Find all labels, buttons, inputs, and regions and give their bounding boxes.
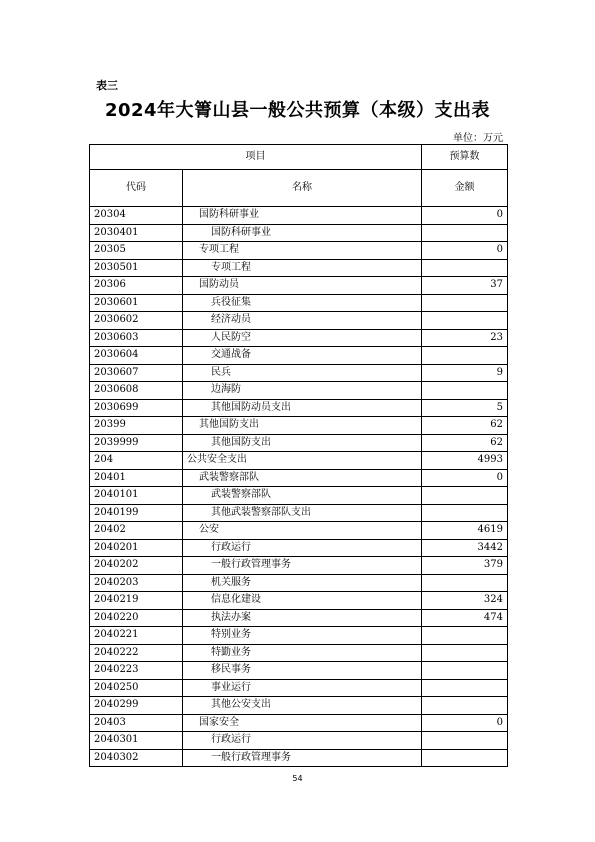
- row-code: 2030601: [90, 294, 183, 312]
- row-name: 其他公安支出: [183, 697, 422, 715]
- row-code: 2040202: [90, 557, 183, 575]
- row-code: 2030604: [90, 347, 183, 365]
- header-name: 名称: [183, 170, 422, 207]
- row-amount: [422, 259, 508, 277]
- row-code: 2030501: [90, 259, 183, 277]
- row-amount: 379: [422, 557, 508, 575]
- table-row: [90, 679, 508, 697]
- table-row: [90, 399, 508, 417]
- row-amount: 4619: [422, 522, 508, 540]
- table-row: [90, 662, 508, 680]
- row-amount: [422, 487, 508, 505]
- row-amount: [422, 697, 508, 715]
- row-code: 2030607: [90, 364, 183, 382]
- row-code: 2040223: [90, 662, 183, 680]
- row-code: 2030401: [90, 224, 183, 242]
- table-row: [90, 504, 508, 522]
- table-row: [90, 259, 508, 277]
- table-row: [90, 732, 508, 750]
- row-amount: [422, 732, 508, 750]
- row-amount: [422, 627, 508, 645]
- row-amount: [422, 504, 508, 522]
- row-code: 2040222: [90, 644, 183, 662]
- table-row: [90, 242, 508, 260]
- row-name: 经济动员: [183, 312, 422, 330]
- header-amount: 金额: [422, 170, 508, 207]
- row-amount: 474: [422, 609, 508, 627]
- row-amount: [422, 574, 508, 592]
- row-name: 武装警察部队: [183, 487, 422, 505]
- row-code: 20403: [90, 714, 183, 732]
- row-name: 机关服务: [183, 574, 422, 592]
- row-amount: 62: [422, 434, 508, 452]
- row-amount: 62: [422, 417, 508, 435]
- row-code: 2030699: [90, 399, 183, 417]
- unit-label: 单位：万元: [453, 133, 503, 144]
- row-code: 2040301: [90, 732, 183, 750]
- row-name: 事业运行: [183, 679, 422, 697]
- table-row: [90, 294, 508, 312]
- row-code: 2030608: [90, 382, 183, 400]
- row-code: 20306: [90, 277, 183, 295]
- row-amount: [422, 347, 508, 365]
- row-code: 2040203: [90, 574, 183, 592]
- row-code: 2040101: [90, 487, 183, 505]
- table-row: [90, 434, 508, 452]
- table-row: [90, 714, 508, 732]
- table-row: [90, 347, 508, 365]
- row-code: 2040201: [90, 539, 183, 557]
- row-name: 移民事务: [183, 662, 422, 680]
- row-code: 2040219: [90, 592, 183, 610]
- row-name: 执法办案: [183, 609, 422, 627]
- row-amount: 23: [422, 329, 508, 347]
- row-amount: [422, 312, 508, 330]
- table-row: [90, 557, 508, 575]
- row-code: 2030603: [90, 329, 183, 347]
- row-code: 2040250: [90, 679, 183, 697]
- row-amount: 0: [422, 469, 508, 487]
- row-amount: 5: [422, 399, 508, 417]
- row-name: 专项工程: [183, 242, 422, 260]
- header-code: 代码: [90, 170, 183, 207]
- row-code: 20305: [90, 242, 183, 260]
- doc-label: 表三: [96, 79, 118, 92]
- row-amount: 0: [422, 207, 508, 225]
- row-code: 2040221: [90, 627, 183, 645]
- row-name: 其他国防支出: [183, 434, 422, 452]
- row-code: 20402: [90, 522, 183, 540]
- row-code: 20401: [90, 469, 183, 487]
- table-row: [90, 522, 508, 540]
- budget-table: [89, 144, 508, 767]
- table-row: [90, 469, 508, 487]
- table-row: [90, 592, 508, 610]
- table-row: [90, 452, 508, 470]
- row-code: 20399: [90, 417, 183, 435]
- row-name: 其他国防支出: [183, 417, 422, 435]
- row-amount: [422, 382, 508, 400]
- row-name: 国防动员: [183, 277, 422, 295]
- row-name: 其他武装警察部队支出: [183, 504, 422, 522]
- row-amount: 4993: [422, 452, 508, 470]
- row-name: 武装警察部队: [183, 469, 422, 487]
- row-name: 信息化建设: [183, 592, 422, 610]
- row-name: 特勤业务: [183, 644, 422, 662]
- row-name: 边海防: [183, 382, 422, 400]
- header-row-2: [90, 170, 508, 207]
- table-row: [90, 364, 508, 382]
- table-row: [90, 609, 508, 627]
- row-amount: 37: [422, 277, 508, 295]
- row-name: 民兵: [183, 364, 422, 382]
- row-amount: [422, 662, 508, 680]
- header-project: 项目: [90, 145, 422, 170]
- table-row: [90, 697, 508, 715]
- row-name: 兵役征集: [183, 294, 422, 312]
- row-name: 国家安全: [183, 714, 422, 732]
- row-code: 2040299: [90, 697, 183, 715]
- row-name: 公共安全支出: [183, 452, 422, 470]
- row-name: 特别业务: [183, 627, 422, 645]
- row-amount: [422, 679, 508, 697]
- row-code: 2040220: [90, 609, 183, 627]
- table-row: [90, 644, 508, 662]
- table-row: [90, 207, 508, 225]
- table-row: [90, 539, 508, 557]
- row-name: 交通战备: [183, 347, 422, 365]
- table-row: [90, 277, 508, 295]
- header-row-1: [90, 145, 508, 170]
- row-amount: [422, 224, 508, 242]
- row-amount: 0: [422, 242, 508, 260]
- table-row: [90, 312, 508, 330]
- row-amount: 324: [422, 592, 508, 610]
- row-code: 2040199: [90, 504, 183, 522]
- table-row: [90, 627, 508, 645]
- table-row: [90, 487, 508, 505]
- page-title: 2024年大箐山县一般公共预算（本级）支出表: [104, 100, 491, 121]
- row-amount: [422, 294, 508, 312]
- page-number: 54: [292, 774, 303, 783]
- header-budget: 预算数: [422, 145, 508, 170]
- row-name: 一般行政管理事务: [183, 749, 422, 767]
- row-amount: 3442: [422, 539, 508, 557]
- row-code: 204: [90, 452, 183, 470]
- row-amount: [422, 644, 508, 662]
- row-name: 一般行政管理事务: [183, 557, 422, 575]
- row-code: 2040302: [90, 749, 183, 767]
- row-name: 国防科研事业: [183, 207, 422, 225]
- table-row: [90, 329, 508, 347]
- table-row: [90, 749, 508, 767]
- row-name: 其他国防动员支出: [183, 399, 422, 417]
- row-name: 行政运行: [183, 732, 422, 750]
- row-name: 公安: [183, 522, 422, 540]
- table-row: [90, 224, 508, 242]
- row-amount: 9: [422, 364, 508, 382]
- row-name: 国防科研事业: [183, 224, 422, 242]
- row-amount: 0: [422, 714, 508, 732]
- row-code: 2039999: [90, 434, 183, 452]
- row-amount: [422, 749, 508, 767]
- row-name: 人民防空: [183, 329, 422, 347]
- table-row: [90, 382, 508, 400]
- row-name: 专项工程: [183, 259, 422, 277]
- row-name: 行政运行: [183, 539, 422, 557]
- row-code: 2030602: [90, 312, 183, 330]
- row-code: 20304: [90, 207, 183, 225]
- table-row: [90, 574, 508, 592]
- table-row: [90, 417, 508, 435]
